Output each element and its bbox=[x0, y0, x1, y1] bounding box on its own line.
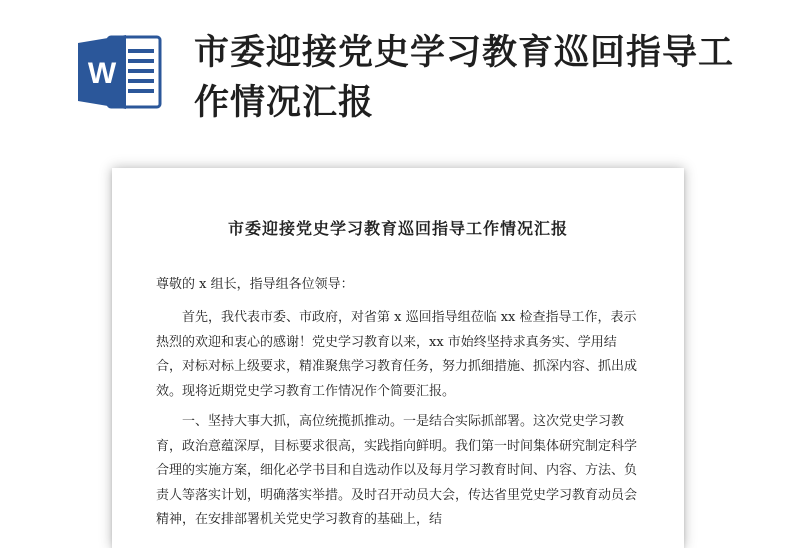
document-page bbox=[112, 168, 684, 548]
word-icon-letter: W bbox=[87, 57, 117, 90]
document-title: 市委迎接党史学习教育巡回指导工作情况汇报 bbox=[227, 219, 568, 238]
paragraph-intro: 首先，我代表市委、市政府，对省第 x 巡回指导组莅临 xx 检查指导工作，表示热烈的欢迎和衷心的感谢！党史学习教育以来，xx 市始终坚持求真务实、学用结合，对标对标上级要求，精准聚焦学习教育任务，努力抓细措施、抓深内容、抓出成效。现将近期党史学习教育工作情况作个简要汇报。 bbox=[156, 310, 638, 399]
header-title: 市委迎接党史学习教育巡回指导工作情况汇报 bbox=[194, 33, 735, 123]
header bbox=[0, 0, 800, 150]
paragraph-salutation: 尊敬的 x 组长，指导组各位领导： bbox=[156, 277, 354, 292]
paragraph-section-one: 一、坚持大事大抓，高位统揽抓推动。一是结合实际抓部署。这次党史学习教育，政治意蕴深厚，目标要求很高，实践指向鲜明。我们第一时间集体研究制定科学合理的实施方案，细化必学书目和自选动作以及每月学习教育时间、内容、方法、负责人等落实计划，明确落实举措。及时召开动员大会，传达省里党史学习教育动员会精神，在安排部署机关党史学习教育的基础上，结 bbox=[156, 414, 638, 527]
word-icon bbox=[76, 33, 164, 111]
